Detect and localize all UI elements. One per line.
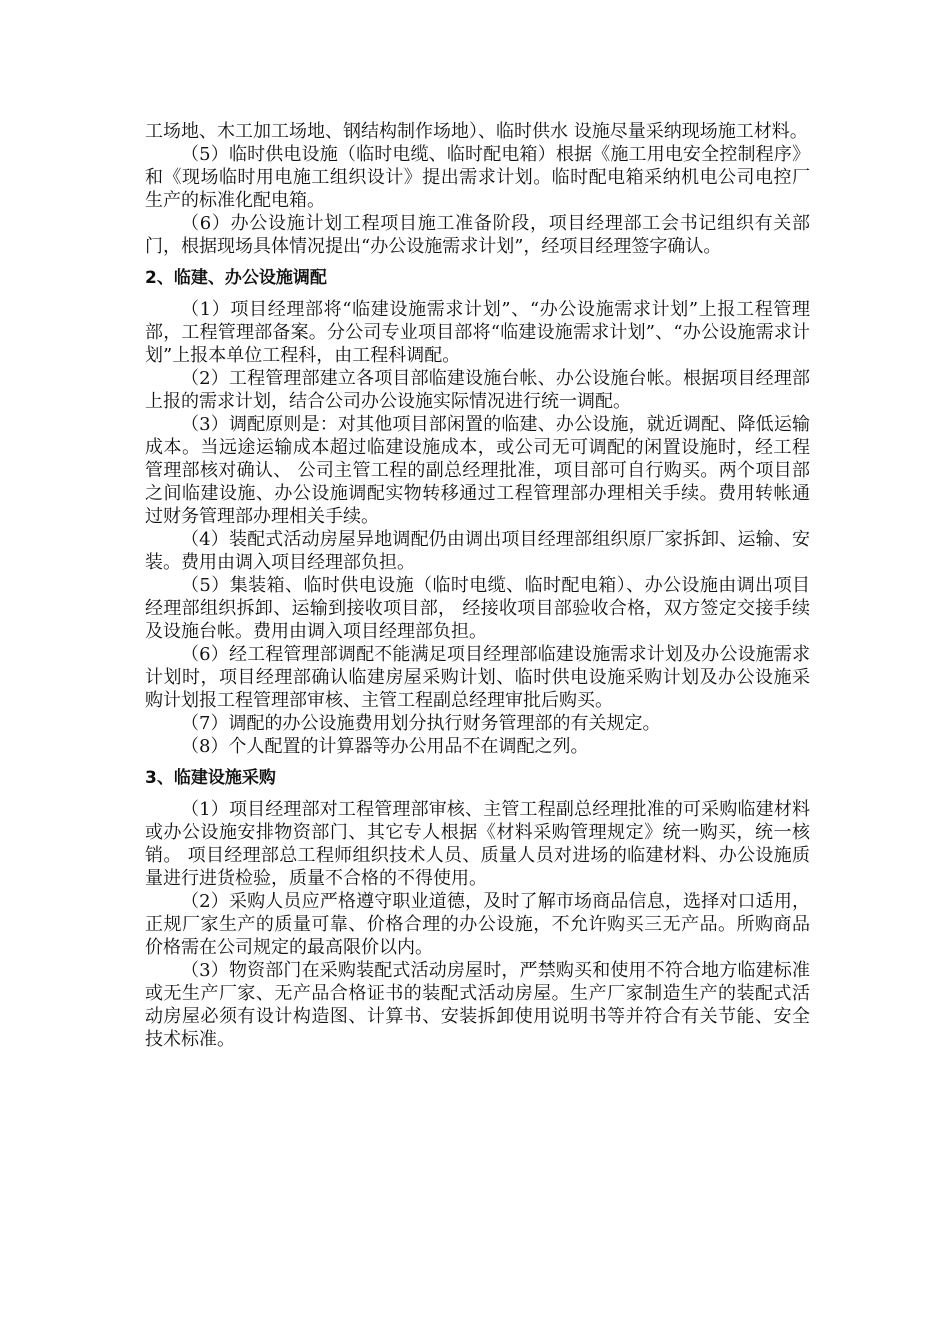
paragraph-procurement-1: （1）项目经理部对工程管理部审核、主管工程副总经理批准的可采购临建材料或办公设施安排物资部门、其它专人根据《材料采购管理规定》统一购买，统一核销。 项目经理部总工程师组织技术人员、质量人员对进场的临建材料、办公设施质量进行进货检验，质量不合格的不得使用。 [145, 799, 810, 889]
paragraph-office-facilities-plan: （6）办公设施计划工程项目施工准备阶段，项目经理部工会书记组织有关部门，根据现场具体情况提出“办公设施需求计划”，经项目经理签字确认。 [145, 213, 810, 257]
paragraph-allocation-2: （2）工程管理部建立各项目部临建设施台帐、办公设施台帐。根据项目经理部上报的需求计划，结合公司办公设施实际情况进行统一调配。 [145, 368, 810, 412]
paragraph-allocation-4: （4）装配式活动房屋异地调配仍由调出项目经理部组织原厂家拆卸、运输、安装。费用由调入项目经理部负担。 [145, 529, 810, 573]
paragraph-procurement-3: （3）物资部门在采购装配式活动房屋时，严禁购买和使用不符合地方临建标准或无生产厂家、无产品合格证书的装配式活动房屋。生产厂家制造生产的装配式活动房屋必须有设计构造图、计算书、安装拆卸使用说明书等并符合有关节能、安全技术标准。 [145, 960, 810, 1050]
paragraph-allocation-7: （7）调配的办公设施费用划分执行财务管理部的有关规定。 [181, 713, 661, 734]
paragraph-allocation-5: （5）集装箱、临时供电设施（临时电缆、临时配电箱）、办公设施由调出项目经理部组织拆卸、运输到接收项目部， 经接收项目部验收合格，双方签定交接手续及设施台帐。费用由调入项目经理部负担。 [145, 575, 810, 642]
paragraph-allocation-1: （1）项目经理部将“临建设施需求计划”、“办公设施需求计划”上报工程管理部，工程管理部备案。分公司专业项目部将“临建设施需求计划”、“办公设施需求计划”上报本单位工程科，由工程科调配。 [145, 299, 810, 366]
section-heading-allocation: 2、临建、办公设施调配 [145, 268, 327, 288]
paragraph-allocation-6: （6）经工程管理部调配不能满足项目经理部临建设施需求计划及办公设施需求计划时，项目经理部确认临建房屋采购计划、临时供电设施采购计划及办公设施采购计划报工程管理部审核、主管工程副总经理审批后购买。 [145, 644, 810, 711]
paragraph-allocation-8: （8）个人配置的计算器等办公用品不在调配之列。 [181, 736, 589, 757]
paragraph-continuation: 工场地、木工加工场地、钢结构制作场地）、临时供水 设施尽量采纳现场施工材料。 [145, 121, 808, 142]
section-heading-procurement: 3、临建设施采购 [145, 768, 276, 788]
paragraph-procurement-2: （2）采购人员应严格遵守职业道德，及时了解市场商品信息，选择对口适用，正规厂家生产的质量可靠、价格合理的办公设施，不允许购买三无产品。所购商品价格需在公司规定的最高限价以内。 [145, 891, 810, 958]
document-page [145, 120, 810, 1051]
paragraph-allocation-3: （3）调配原则是：对其他项目部闲置的临建、办公设施，就近调配、降低运输成本。当远途运输成本超过临建设施成本，或公司无可调配的闲置设施时，经工程管理部核对确认、 公司主管工程的副总经理批准，项目部可自行购买。两个项目部之间临建设施、办公设施调配实物转移通过工程管理部办理相关手续。费用转帐通过财务管理部办理相关手续。 [145, 414, 810, 527]
paragraph-temporary-power: （5）临时供电设施（临时电缆、临时配电箱）根据《施工用电安全控制程序》和《现场临时用电施工组织设计》提出需求计划。临时配电箱采纳机电公司电控厂生产的标准化配电箱。 [145, 144, 810, 211]
